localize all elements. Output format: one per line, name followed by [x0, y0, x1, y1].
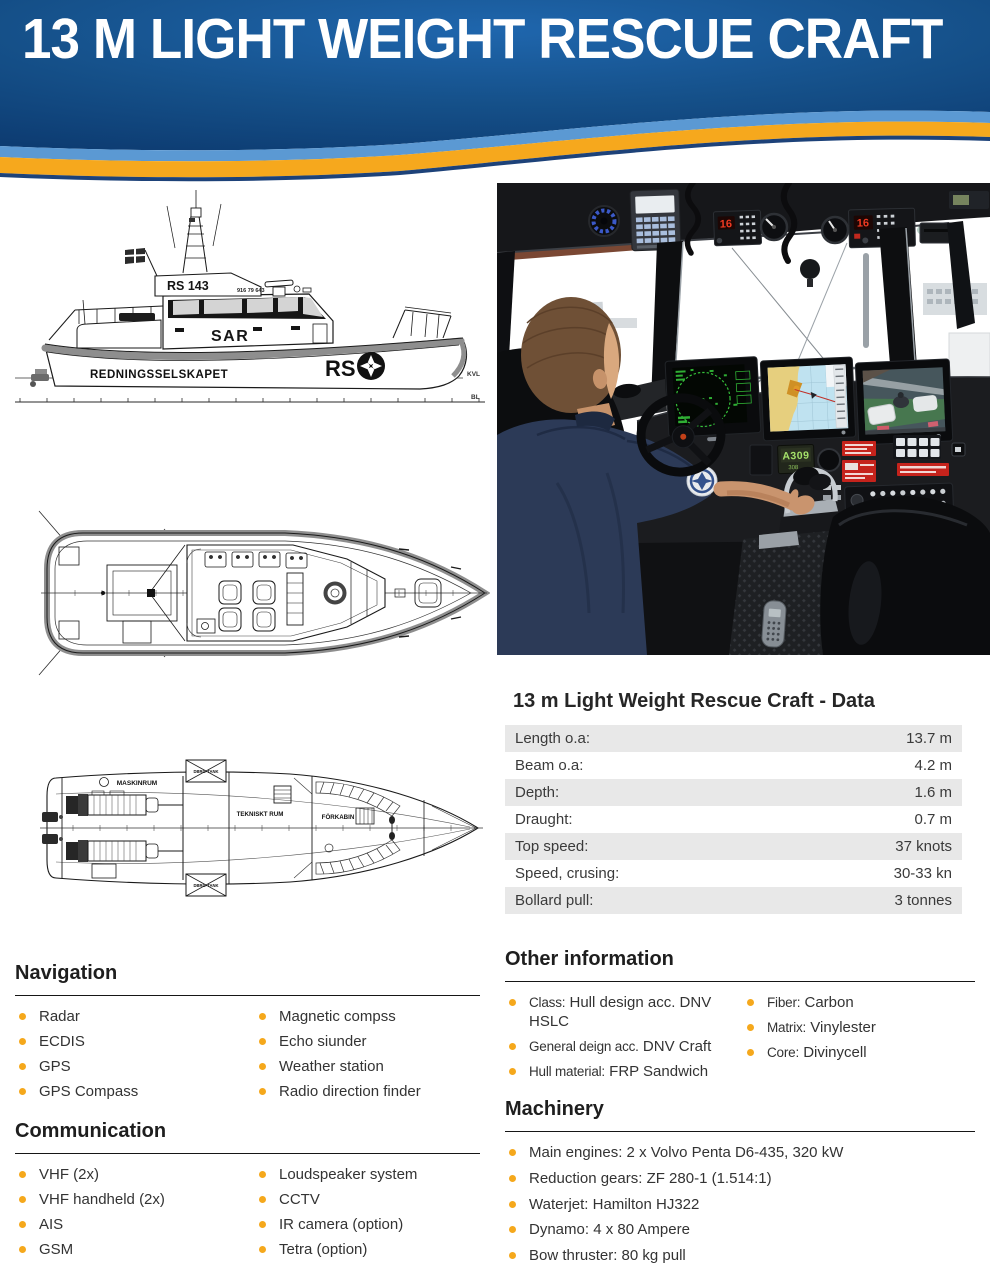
- bullet-icon: [259, 1013, 266, 1020]
- hull-organization-text: REDNINGSSELSKAPET: [90, 369, 229, 381]
- other-information-heading: Other information: [505, 948, 975, 982]
- waterline-label: KVL: [467, 371, 480, 378]
- baseline-ruler: [20, 398, 479, 402]
- list-item: Class: Hull design acc. DNV HSLC: [509, 994, 743, 1032]
- dash-knob: [818, 449, 840, 471]
- nav-keypad-unit: [630, 189, 681, 251]
- below-deck-plan-drawing: [40, 748, 485, 908]
- bullet-icon: [19, 1221, 26, 1228]
- row-value: 13.7 m: [906, 730, 952, 747]
- navigation-section: [15, 962, 480, 1109]
- handset: [761, 600, 786, 647]
- machinery-section: [505, 1098, 975, 1273]
- row-value: 1.6 m: [914, 784, 952, 801]
- boat-id-text: RS 143: [167, 279, 209, 293]
- bullet-icon: [509, 1068, 516, 1075]
- machinery-heading: Machinery: [505, 1098, 975, 1132]
- list-item: AIS: [19, 1216, 255, 1235]
- table-row: [505, 833, 962, 860]
- aft-deck: [49, 300, 163, 348]
- data-table-title: 13 m Light Weight Rescue Craft - Data: [513, 690, 875, 712]
- row-value: 3 tonnes: [894, 892, 952, 909]
- chart-plotter-display: [760, 357, 855, 441]
- communication-list: [15, 1166, 480, 1267]
- lcd-sub-readout: 308: [788, 464, 799, 472]
- bullet-icon: [19, 1013, 26, 1020]
- list-item: Bow thruster: 80 kg pull: [509, 1247, 975, 1266]
- row-value: 4.2 m: [914, 757, 952, 774]
- table-row: [505, 806, 962, 833]
- list-item: Reduction gears: ZF 280-1 (1.514:1): [509, 1170, 975, 1189]
- bullet-icon: [509, 999, 516, 1006]
- bullet-icon: [509, 1252, 516, 1259]
- bullet-icon: [747, 1024, 754, 1031]
- bow-railing: [393, 307, 451, 338]
- bullet-icon: [19, 1171, 26, 1178]
- table-row: [505, 752, 962, 779]
- list-item: VHF (2x): [19, 1166, 255, 1185]
- machinery-list: [505, 1144, 975, 1273]
- list-item: VHF handheld (2x): [19, 1191, 255, 1210]
- radio-channel-display: 16: [719, 218, 733, 231]
- row-label: Draught:: [515, 811, 573, 828]
- overhead-display-right: [949, 191, 989, 209]
- fore-cabin-label: FÖRKABIN: [321, 814, 355, 821]
- header-banner: [0, 0, 990, 185]
- list-item: Fiber: Carbon: [747, 994, 975, 1013]
- bullet-icon: [259, 1038, 266, 1045]
- switch-panel: [750, 445, 772, 475]
- list-item: Weather station: [259, 1058, 480, 1077]
- row-value: 30-33 kn: [893, 865, 952, 882]
- list-item: Matrix: Vinylester: [747, 1019, 975, 1038]
- bullet-icon: [509, 1226, 516, 1233]
- bullet-icon: [259, 1196, 266, 1203]
- communication-section: [15, 1120, 480, 1267]
- list-item: IR camera (option): [259, 1216, 480, 1235]
- small-icon-button: [952, 443, 965, 456]
- lcd-main-readout: A309: [782, 449, 810, 463]
- list-item: Loudspeaker system: [259, 1166, 480, 1185]
- bullet-icon: [509, 1149, 516, 1156]
- list-item: CCTV: [259, 1191, 480, 1210]
- list-item: Radio direction finder: [259, 1083, 480, 1102]
- bullet-icon: [19, 1088, 26, 1095]
- table-row: [505, 779, 962, 806]
- bullet-icon: [259, 1221, 266, 1228]
- cockpit-photo: [497, 183, 990, 655]
- list-item: Dynamo: 4 x 80 Ampere: [509, 1221, 975, 1240]
- list-item: Waterjet: Hamilton HJ322: [509, 1196, 975, 1215]
- overhead-speaker: [589, 206, 619, 236]
- white-keypad: [893, 435, 941, 459]
- list-item: Radar: [19, 1008, 255, 1027]
- list-item: GSM: [19, 1241, 255, 1260]
- bullet-icon: [19, 1038, 26, 1045]
- bullet-icon: [19, 1196, 26, 1203]
- deck-plan-drawing: [35, 505, 490, 680]
- list-item: Magnetic compss: [259, 1008, 480, 1027]
- vhf-radio-left: [713, 210, 761, 246]
- waterjet: [30, 369, 49, 387]
- engine-room-label: MASKINRUM: [116, 780, 158, 787]
- mast: [167, 190, 221, 273]
- list-item: General deign acc. DNV Craft: [509, 1038, 743, 1057]
- fuel-tank-label: DBRG-TANK: [193, 883, 219, 888]
- bullet-icon: [19, 1063, 26, 1070]
- list-item: GPS: [19, 1058, 255, 1077]
- row-label: Beam o.a:: [515, 757, 584, 774]
- co-driver-seat: [820, 496, 990, 655]
- bullet-icon: [259, 1063, 266, 1070]
- flag: [125, 248, 157, 276]
- list-item: ECDIS: [19, 1033, 255, 1052]
- communication-heading: Communication: [15, 1120, 480, 1154]
- bullet-icon: [509, 1201, 516, 1208]
- list-item: Main engines: 2 x Volvo Penta D6-435, 320 kW: [509, 1144, 975, 1163]
- row-label: Speed, crusing:: [515, 865, 620, 882]
- rs-cross-emblem: [357, 352, 385, 380]
- page-title: 13 M LIGHT WEIGHT RESCUE CRAFT: [22, 7, 943, 71]
- list-item: Tetra (option): [259, 1241, 480, 1260]
- bullet-icon: [259, 1171, 266, 1178]
- data-table: [505, 725, 962, 914]
- row-label: Top speed:: [515, 838, 589, 855]
- bullet-icon: [509, 1175, 516, 1182]
- bullet-icon: [509, 1043, 516, 1050]
- fuel-tank-label: DBRG-TANK: [193, 769, 219, 774]
- baseline-label: BL: [471, 394, 480, 401]
- cctv-display: [855, 359, 952, 445]
- list-item: Core: Divinycell: [747, 1044, 975, 1063]
- table-row: [505, 725, 962, 752]
- phone-number-text: 916 79 643: [237, 288, 265, 294]
- navigation-heading: Navigation: [15, 962, 480, 996]
- bullet-icon: [259, 1246, 266, 1253]
- bullet-icon: [19, 1246, 26, 1253]
- list-item: GPS Compass: [19, 1083, 255, 1102]
- table-row: [505, 887, 962, 914]
- fuel-tank-top: [186, 760, 226, 782]
- navigation-list: [15, 1008, 480, 1109]
- gauge-left: [761, 214, 787, 240]
- other-information-list: [505, 994, 975, 1088]
- table-row: [505, 860, 962, 887]
- bullet-icon: [259, 1088, 266, 1095]
- list-item: Hull material: FRP Sandwich: [509, 1063, 743, 1082]
- row-label: Depth:: [515, 784, 560, 801]
- gauge-right: [822, 217, 848, 243]
- technical-room-label: TEKNISKT RUM: [236, 811, 284, 818]
- row-value: 37 knots: [895, 838, 952, 855]
- sar-text: SAR: [211, 328, 250, 345]
- side-view-drawing: [15, 188, 490, 413]
- searchlight: [800, 259, 820, 279]
- row-label: Length o.a:: [515, 730, 591, 747]
- row-value: 0.7 m: [914, 811, 952, 828]
- bullet-icon: [747, 1049, 754, 1056]
- bullet-icon: [747, 999, 754, 1006]
- list-item: Echo siunder: [259, 1033, 480, 1052]
- radio-channel-display: 16: [856, 217, 870, 230]
- life-ring: [326, 584, 345, 603]
- other-information-section: [505, 948, 975, 1088]
- fuel-tank-bottom: [186, 874, 226, 896]
- data-table-panel: [505, 690, 962, 914]
- row-label: Bollard pull:: [515, 892, 594, 909]
- rs-hull-text: RS: [325, 356, 356, 381]
